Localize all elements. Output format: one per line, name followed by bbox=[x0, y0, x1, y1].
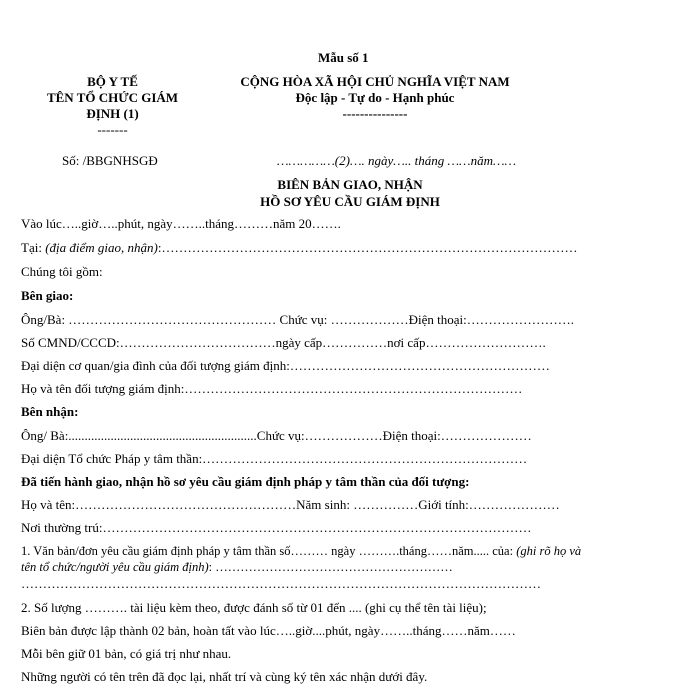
document-number: Số: /BBGNHSGĐ bbox=[62, 153, 158, 168]
title-line1: BIÊN BẢN GIAO, NHẬN bbox=[277, 177, 423, 192]
item1-line: 1. Văn bản/đơn yêu cầu giám định pháp y tâm thần số……… ngày ……….tháng……năm..... của: (ghi rõ họ và bbox=[21, 544, 582, 558]
handover-heading: Đã tiến hành giao, nhận hồ sơ yêu cầu giám định pháp y tâm thần của đối tượng: bbox=[21, 474, 470, 489]
receiver-name-line: Ông/ Bà:..........................................................Chức vụ:………………Điện thoại:………………… bbox=[21, 428, 532, 443]
item1-line3: ………………………………………………………………………………………………………… bbox=[21, 576, 541, 591]
time-line: Vào lúc…..giờ…..phút, ngày……..tháng………năm 20……. bbox=[21, 216, 341, 231]
right-header bbox=[215, 74, 535, 122]
right-divider: --------------- bbox=[342, 106, 408, 121]
org-name-line2: ĐỊNH (1) bbox=[86, 106, 139, 121]
document-title bbox=[180, 176, 520, 210]
left-header bbox=[20, 74, 205, 138]
left-divider: ------- bbox=[97, 122, 128, 137]
item2-line: 2. Số lượng ………. tài liệu kèm theo, được đánh số từ 01 đến .... (ghi cụ thể tên tài liệu); bbox=[21, 600, 487, 615]
agree-line: Những người có tên trên đã đọc lại, nhất trí và cùng ký tên xác nhận dưới đây. bbox=[21, 669, 428, 684]
giver-name-line: Ông/Bà: ………………………………………… Chức vụ: ………………Điện thoại:……………………. bbox=[21, 312, 575, 327]
name-dob-line: Họ và tên:……………………………………………Năm sinh: ……………Giới tính:………………… bbox=[21, 497, 560, 512]
subject-name-line: Họ và tên đối tượng giám định:…………………………………………………………………… bbox=[21, 381, 523, 396]
residence-line: Nơi thường trú:……………………………………………………………………………………… bbox=[21, 520, 532, 535]
item1-line2: tên tổ chức/người yêu cầu giám định): ………………………………………………… bbox=[21, 560, 453, 574]
org-name-line1: TÊN TỔ CHỨC GIÁM bbox=[46, 90, 179, 105]
receiver-heading: Bên nhận: bbox=[21, 404, 79, 419]
giver-id-line: Số CMND/CCCD:………………………………ngày cấp……………nơi cấp………………………. bbox=[21, 335, 546, 350]
motto: Độc lập - Tự do - Hạnh phúc bbox=[295, 90, 455, 105]
copies-line: Mỗi bên giữ 01 bản, có giá trị như nhau. bbox=[21, 646, 232, 661]
giver-heading: Bên giao: bbox=[21, 288, 74, 303]
we-are-line: Chúng tôi gồm: bbox=[21, 264, 103, 279]
place-date: ……………(2)…. ngày….. tháng ……năm…… bbox=[277, 153, 517, 168]
ministry-name: BỘ Y TẾ bbox=[87, 74, 138, 89]
form-number: Mẫu số 1 bbox=[318, 50, 369, 65]
made-line: Biên bản được lập thành 02 bản, hoàn tất vào lúc…..giờ....phút, ngày……..tháng……năm…… bbox=[21, 623, 516, 638]
title-line2: HỒ SƠ YÊU CẦU GIÁM ĐỊNH bbox=[260, 194, 440, 209]
country-name: CỘNG HÒA XÃ HỘI CHỦ NGHĨA VIỆT NAM bbox=[240, 74, 510, 89]
giver-representative-line: Đại diện cơ quan/gia đình của đối tượng giám định:…………………………………………………… bbox=[21, 358, 550, 373]
place-line: Tại: (địa điểm giao, nhận):…………………………………………………………………………………… bbox=[21, 240, 578, 255]
receiver-org-line: Đại diện Tổ chức Pháp y tâm thần:………………………………………………………………… bbox=[21, 451, 528, 466]
